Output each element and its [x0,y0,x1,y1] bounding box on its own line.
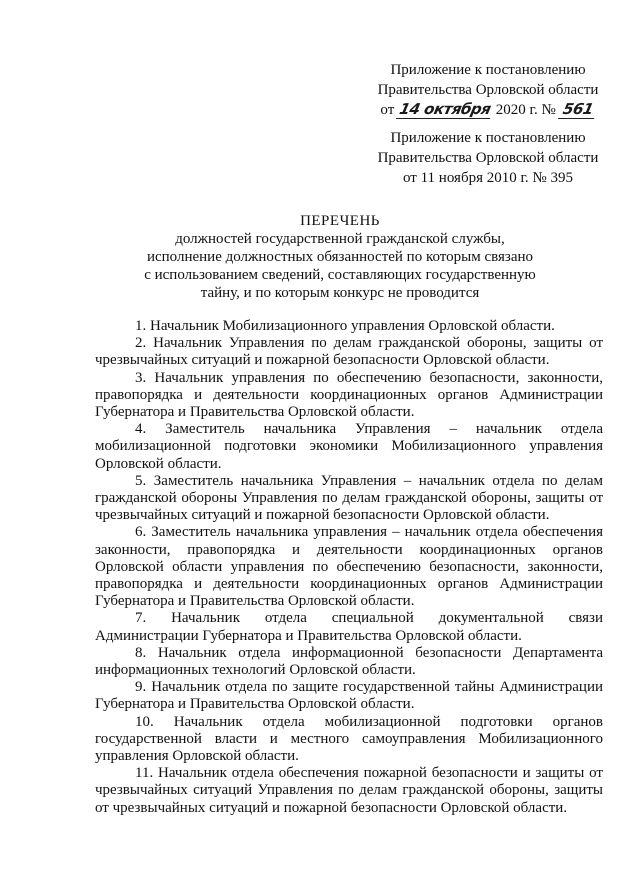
list-item: 10. Начальник отдела мобилизационной подготовки органов государственной власти и местного самоуправления Мобилизационного управления Орловской области. [95,713,603,765]
appendix-header-date: от 11 ноября 2010 г. № 395 [403,170,573,186]
appendix-header-line: Правительства Орловской области [377,150,599,166]
title-subline: должностей государственной гражданской службы, [175,231,505,247]
list-item: 9. Начальник отдела по защите государственной тайны Администрации Губернатора и Правительства Орловской области. [95,679,603,713]
date-prefix: от [380,102,395,118]
appendix-date-line [368,100,608,120]
document-title [90,212,590,302]
appendix-header-original [368,128,608,188]
list-item: 6. Заместитель начальника управления – начальник отдела обеспечения законности, правопорядка и деятельности координационных органов Орловской области управления по обеспечению безопасности, законности, правопорядка и деятельности координационных органов Администрации Губернатора и Правительства Орловской области. [95,524,603,610]
positions-list [95,318,603,817]
list-item: 4. Заместитель начальника Управления – начальник отдела мобилизационной подготовки экономики Мобилизационного управления Орловской области. [95,421,603,472]
title-subline: исполнение должностных обязанностей по которым связано [146,249,534,265]
appendix-header-line: Приложение к постановлению [390,130,586,146]
title-subline: тайну, и по которым конкурс не проводится [200,285,480,301]
list-item: 5. Заместитель начальника Управления – начальник отдела по делам гражданской обороны Управления по делам гражданской обороны, защиты от чрезвычайных ситуаций и пожарной безопасности Орловской области. [95,472,603,524]
title-subline: с использованием сведений, составляющих государственную [144,267,536,283]
list-item: 8. Начальник отдела информационной безопасности Департамента информационных технологий Орловской области. [95,644,603,679]
title-main: ПЕРЕЧЕНЬ [300,213,380,229]
list-item: 1. Начальник Мобилизационного управления Орловской области. [135,318,555,334]
year-text: 2020 г. № [495,102,556,118]
handwritten-date: 14 октября [397,100,493,118]
handwritten-number: 561 [558,100,598,119]
appendix-header-line: Приложение к постановлению [390,62,586,78]
list-item: 7. Начальник отдела специальной документальной связи Администрации Губернатора и Правительства Орловской области. [95,610,603,644]
appendix-header-line: Правительства Орловской области [377,82,599,98]
appendix-header-current [368,60,608,120]
list-item: 11. Начальник отдела обеспечения пожарной безопасности и защиты от чрезвычайных ситуаций Управления по делам гражданской обороны, защиты от чрезвычайных ситуаций и пожарной безопасности Орловской области. [95,765,603,816]
list-item: 2. Начальник Управления по делам гражданской обороны, защиты от чрезвычайных ситуаций и пожарной безопасности Орловской области. [95,335,603,369]
list-item: 3. Начальник управления по обеспечению безопасности, законности, правопорядка и деятельности координационных органов Администрации Губернатора и Правительства Орловской области. [95,369,603,421]
